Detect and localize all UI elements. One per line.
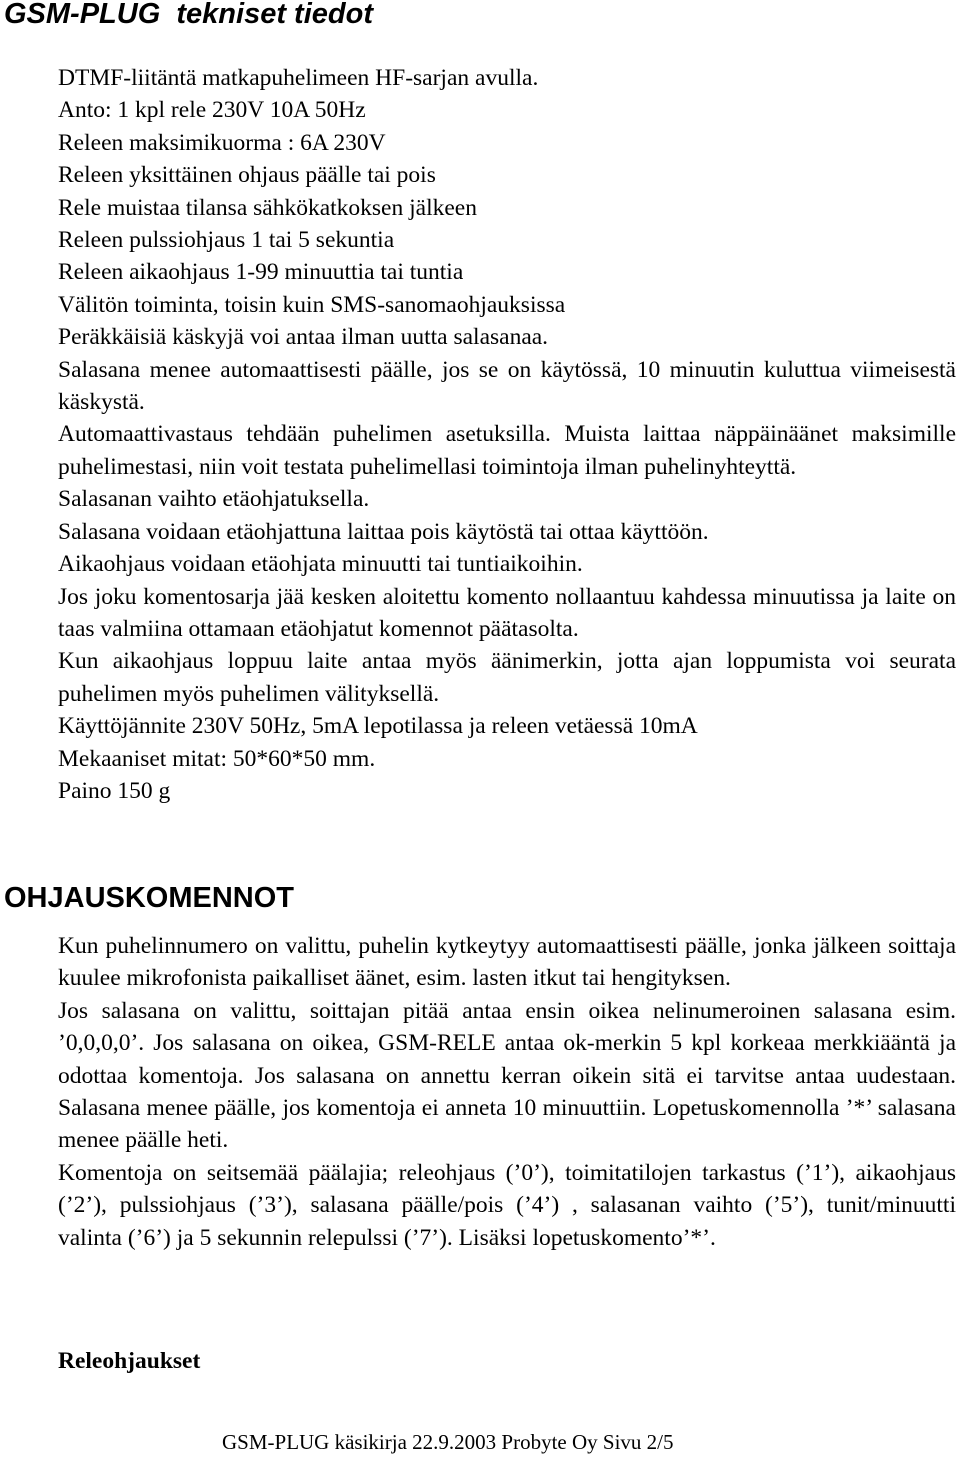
spec-line: Anto: 1 kpl rele 230V 10A 50Hz [58, 97, 366, 124]
section-heading-commands: OHJAUSKOMENNOT [4, 882, 295, 914]
page-footer: GSM-PLUG käsikirja 22.9.2003 Probyte Oy Sivu 2/5 [222, 1430, 674, 1454]
spec-line: Jos joku komentosarja jää kesken aloitettu komento nollaantuu kahdessa minuutissa ja laite on taas valmiina ottamaan etäohjatut komennot päätasolta. [58, 583, 956, 642]
spec-line: DTMF-liitäntä matkapuhelimeen HF-sarjan avulla. [58, 65, 539, 91]
spec-line: Releen maksimikuorma : 6A 230V [58, 129, 386, 156]
spec-line: Käyttöjännite 230V 50Hz, 5mA lepotilassa ja releen vetäessä 10mA [58, 713, 698, 740]
spec-line: Aikaohjaus voidaan etäohjata minuutti tai tuntiaikoihin. [58, 551, 583, 578]
spec-line: Releen pulssiohjaus 1 tai 5 sekuntia [58, 227, 395, 254]
spec-line: Rele muistaa tilansa sähkökatkoksen jälkeen [58, 194, 477, 221]
subheading-relay-controls: Releohjaukset [58, 1348, 201, 1374]
spec-line: Välitön toiminta, toisin kuin SMS-sanomaohjauksissa [58, 291, 566, 318]
spec-line: Paino 150 g [58, 777, 171, 804]
spec-line: Salasana voidaan etäohjattuna laittaa pois käytöstä tai ottaa käyttöön. [58, 518, 709, 545]
spec-line: Automaattivastaus tehdään puhelimen asetuksilla. Muista laittaa näppäinäänet maksimille puhelimestasi, niin voit testata puhelimellasi toimintoja ilman puhelinyhteyttä. [58, 421, 956, 480]
spec-line: Releen aikaohjaus 1-99 minuuttia tai tuntia [58, 259, 464, 286]
document-title: GSM-PLUG tekniset tiedot [4, 0, 373, 30]
commands-paragraph: Komentoja on seitsemää päälajia; releohjaus (’0’), toimitatilojen tarkastus (’1’), aikaohjaus (’2’), pulssiohjaus (’3’), salasana päälle/pois (’4’) , salasanan vaihto (’5’), tunit/minuutti valinta (’6’) ja 5 sekunnin relepulssi (’7’). Lisäksi lopetuskomento’*’. [58, 1159, 956, 1251]
commands-text [58, 930, 956, 1254]
commands-paragraph: Kun puhelinnumero on valittu, puhelin kytkeytyy automaattisesti päälle, jonka jälkeen soittaja kuulee mikrofonista paikalliset äänet, esim. lasten itkut tai hengityksen. [58, 933, 956, 992]
spec-line: Mekaaniset mitat: 50*60*50 mm. [58, 745, 376, 772]
spec-line: Peräkkäisiä käskyjä voi antaa ilman uutta salasanaa. [58, 324, 549, 351]
spec-line: Releen yksittäinen ohjaus päälle tai pois [58, 162, 436, 189]
technical-specs [58, 62, 956, 807]
spec-line: Salasana menee automaattisesti päälle, jos se on käytössä, 10 minuutin kuluttua viimeisestä käskystä. [58, 356, 956, 416]
commands-paragraph: Jos salasana on valittu, soittajan pitää antaa ensin oikea nelinumeroinen salasana esim. ’0,0,0,0’. Jos salasana on oikea, GSM-RELE antaa ok-merkin 5 kpl korkeaa merkkiääntä ja odottaa komentoja. Jos salasana on annettu kerran oikein sitä ei tarvitse antaa uudestaan. Salasana menee päälle, jos komentoja ei anneta 10 minuuttiin. Lopetuskomennolla ’*’ salasana menee päälle heti. [58, 997, 956, 1154]
spec-line: Kun aikaohjaus loppuu laite antaa myös äänimerkin, jotta ajan loppumista voi seurata puhelimen myös puhelimen välityksellä. [58, 648, 956, 707]
spec-line: Salasanan vaihto etäohjatuksella. [58, 486, 370, 513]
